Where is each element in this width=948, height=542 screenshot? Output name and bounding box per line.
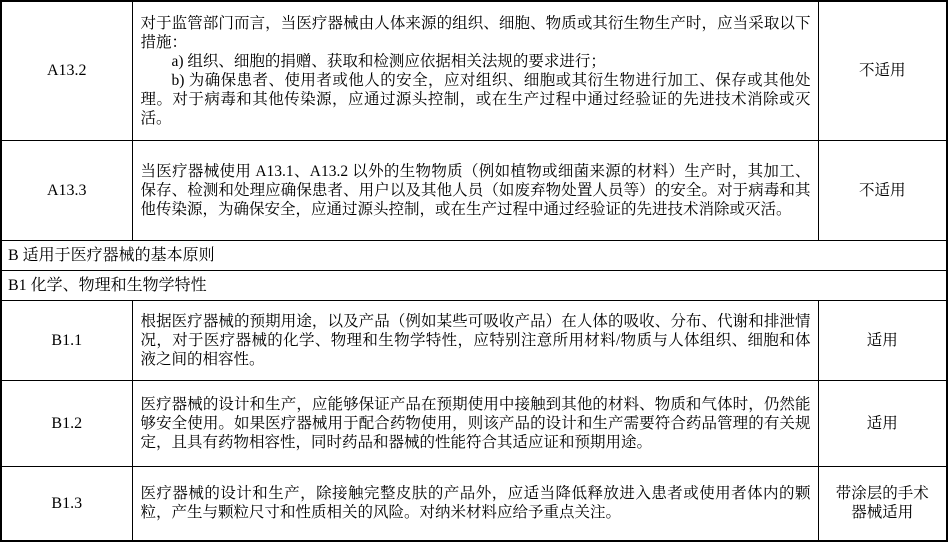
applicability-status: 适用 bbox=[818, 380, 947, 466]
table-row bbox=[1, 380, 947, 466]
description-paragraph: 对于监管部门而言，当医疗器械由人体来源的组织、细胞、物质或其衍生物生产时，应当采取以下措施： bbox=[140, 14, 811, 51]
description-paragraph: 根据医疗器械的预期用途，以及产品（例如某些可吸收产品）在人体的吸收、分布、代谢和排泄情况，对于医疗器械的化学、物理和生物学特性，应特别注意所用材料/物质与人体组织、细胞和体液之间的相容性。 bbox=[140, 312, 811, 368]
clause-code: B1.1 bbox=[1, 300, 132, 380]
clause-code: B1.3 bbox=[1, 466, 132, 541]
applicability-status: 不适用 bbox=[818, 1, 947, 140]
clause-code: A13.2 bbox=[1, 1, 132, 140]
clause-description bbox=[132, 466, 818, 541]
clause-description bbox=[132, 1, 818, 140]
description-paragraph: b) 为确保患者、使用者或他人的安全，应对组织、细胞或其衍生物进行加工、保存或其他处理。对于病毒和其他传染源，应通过源头控制，或在生产过程中通过经验证的先进技术消除或灭活。 bbox=[140, 71, 811, 127]
section-heading: B 适用于医疗器械的基本原则 bbox=[1, 240, 947, 270]
table-row bbox=[1, 300, 947, 380]
section-row bbox=[1, 270, 947, 300]
table-row bbox=[1, 1, 947, 140]
section-heading: B1 化学、物理和生物学特性 bbox=[1, 270, 947, 300]
description-paragraph: 当医疗器械使用 A13.1、A13.2 以外的生物物质（例如植物或细菌来源的材料）生产时，其加工、保存、检测和处理应确保患者、用户以及其他人员（如废弃物处置人员等）的安全。对于病毒和其他传染源，为确保安全，应通过源头控制，或在生产过程中通过经验证的先进技术消除或灭活。 bbox=[140, 162, 811, 218]
applicability-status: 适用 bbox=[818, 300, 947, 380]
section-row bbox=[1, 240, 947, 270]
clause-description bbox=[132, 380, 818, 466]
description-paragraph: a) 组织、细胞的捐赠、获取和检测应依据相关法规的要求进行； bbox=[171, 52, 606, 70]
applicability-status: 带涂层的手术器械适用 bbox=[818, 466, 947, 541]
clause-code: B1.2 bbox=[1, 380, 132, 466]
table-row bbox=[1, 140, 947, 240]
description-paragraph: 医疗器械的设计和生产，应能够保证产品在预期使用中接触到其他的材料、物质和气体时，仍然能够安全使用。如果医疗器械用于配合药物使用，则该产品的设计和生产需要符合药品管理的有关规定，且具有药物相容性，同时药品和器械的性能符合其适应证和预期用途。 bbox=[140, 395, 811, 451]
clause-description bbox=[132, 300, 818, 380]
description-paragraph: 医疗器械的设计和生产，除接触完整皮肤的产品外，应适当降低释放进入患者或使用者体内的颗粒，产生与颗粒尺寸和性质相关的风险。对纳米材料应给予重点关注。 bbox=[140, 485, 811, 522]
table-row bbox=[1, 466, 947, 541]
clause-description bbox=[132, 140, 818, 240]
applicability-status: 不适用 bbox=[818, 140, 947, 240]
clause-code: A13.3 bbox=[1, 140, 132, 240]
